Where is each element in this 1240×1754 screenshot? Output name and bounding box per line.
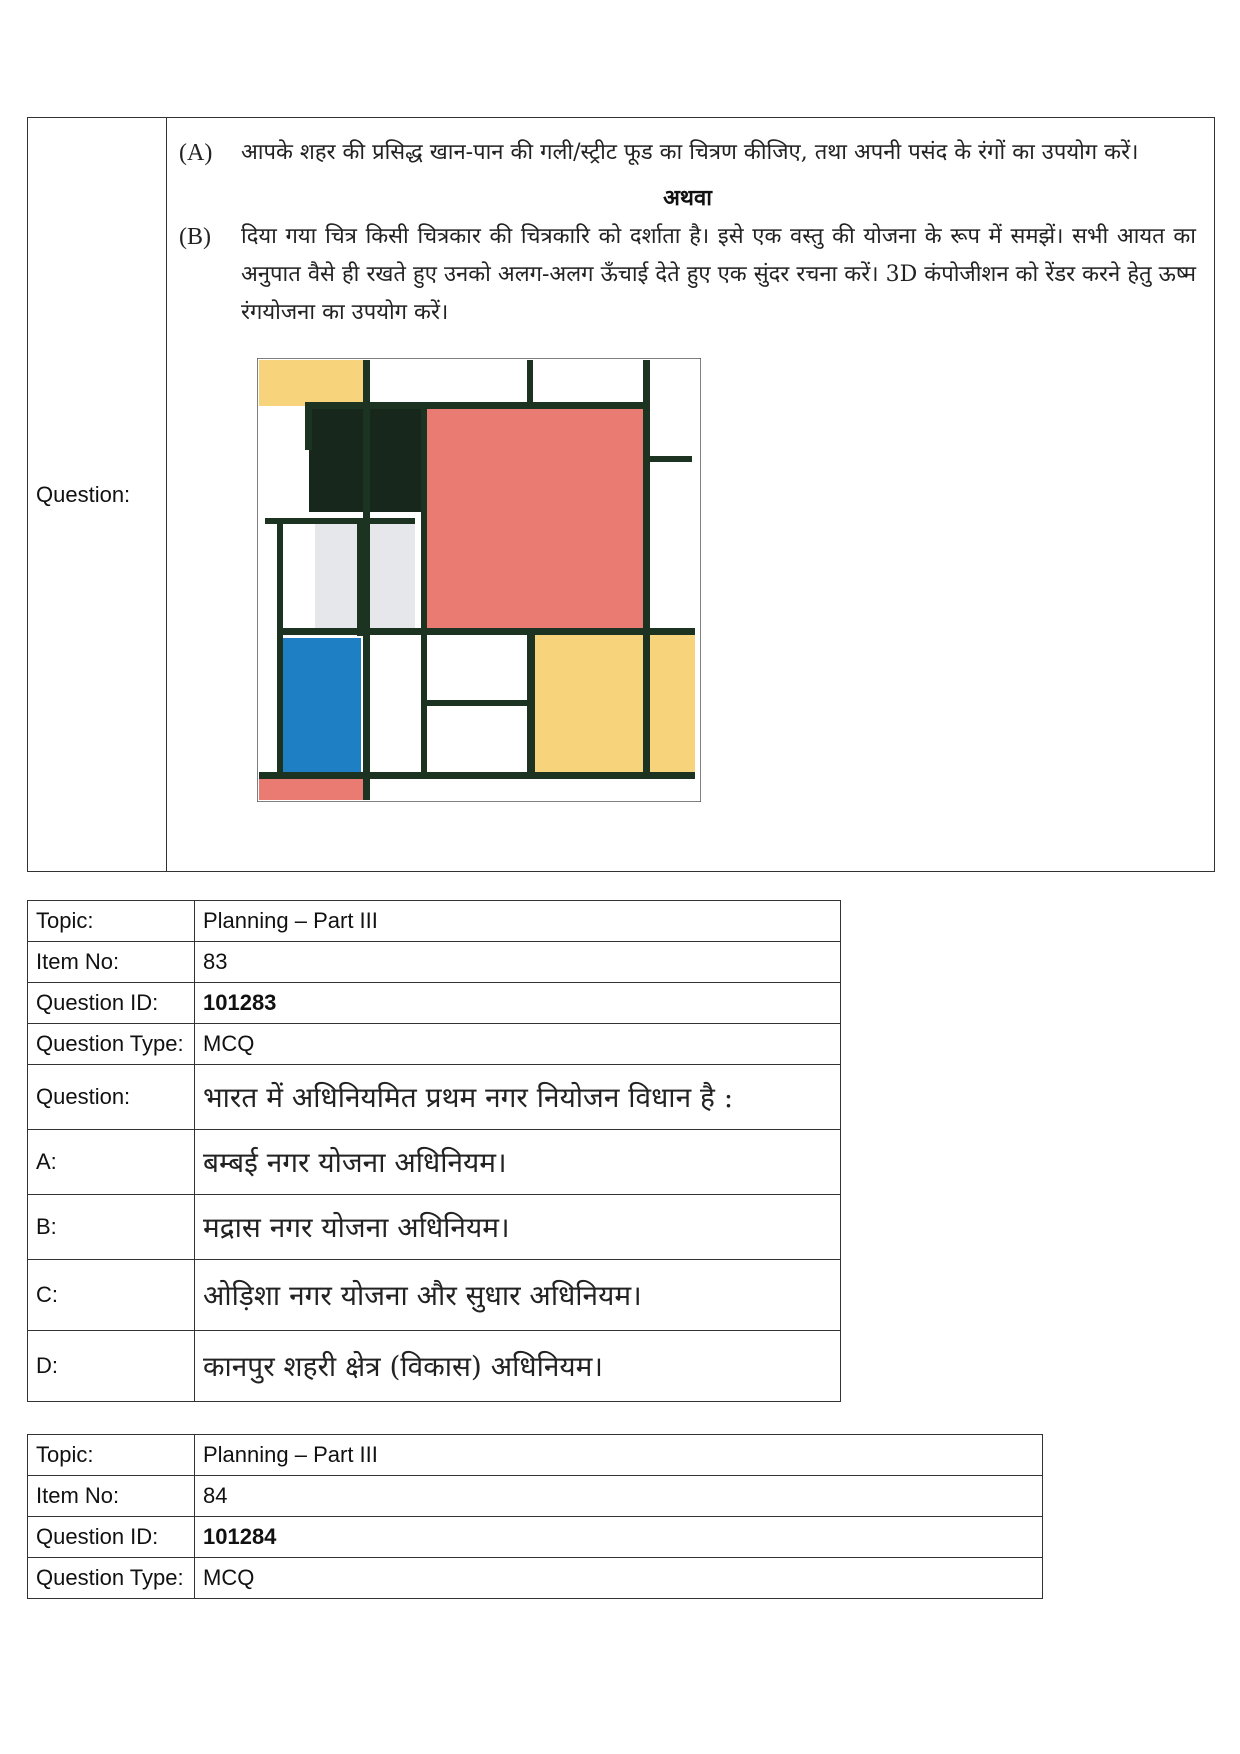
question-id-value: 101283	[195, 983, 841, 1024]
painting-line	[527, 635, 535, 776]
question-type-row	[28, 1024, 841, 1065]
item-no-value: 84	[195, 1476, 1043, 1517]
item-no-value: 83	[195, 942, 841, 983]
question-id-row	[28, 983, 841, 1024]
question-text: भारत में अधिनियमित प्रथम नगर नियोजन विधान है :	[195, 1065, 841, 1130]
question-id-value: 101284	[195, 1517, 1043, 1558]
option-b-text: दिया गया चित्र किसी चित्रकार की चित्रकारि को दर्शाता है। इसे एक वस्तु की योजना के रूप में समझें। सभी आयत का अनुपात वैसे ही रखते हुए उनको अलग-अलग ऊँचाई देते हुए एक सुंदर रचना करें। 3D कंपोजीशन को रेंडर करने हेतु ऊष्म रंगयोजना का उपयोग करें।	[241, 224, 1196, 325]
option-b-key: (B)	[179, 224, 211, 250]
question-table-84	[27, 1434, 1043, 1599]
option-a-label: A:	[28, 1130, 195, 1195]
question-content	[167, 118, 1215, 872]
or-separator: अथवा	[663, 185, 712, 211]
question-type-label: Question Type:	[28, 1558, 195, 1599]
option-b-text: मद्रास नगर योजना अधिनियम।	[195, 1195, 841, 1260]
question-type-value: MCQ	[195, 1558, 1043, 1599]
painting-line	[265, 518, 415, 524]
painting-line	[421, 402, 427, 776]
painting-gray-block-right	[369, 524, 415, 628]
question-table-83	[27, 900, 841, 1402]
option-d-label: D:	[28, 1331, 195, 1402]
painting-line	[277, 524, 283, 776]
painting-red-block	[425, 408, 643, 628]
topic-row	[28, 901, 841, 942]
painting-line	[650, 456, 692, 462]
mondrian-style-painting	[257, 358, 701, 802]
painting-line	[357, 524, 365, 636]
item-no-row	[28, 1476, 1043, 1517]
question-type-label: Question Type:	[28, 1024, 195, 1065]
painting-red-strip-bottom	[259, 778, 363, 800]
painting-blue-block	[281, 638, 361, 776]
option-row-d	[28, 1331, 841, 1402]
topic-value: Planning – Part III	[195, 1435, 1043, 1476]
option-row-a	[28, 1130, 841, 1195]
item-no-label: Item No:	[28, 942, 195, 983]
question-table-drawing	[27, 117, 1215, 872]
painting-line	[421, 700, 527, 706]
question-row	[28, 1065, 841, 1130]
option-row-c	[28, 1260, 841, 1331]
question-label: Question:	[28, 1065, 195, 1130]
painting-line	[305, 402, 312, 450]
painting-line	[305, 402, 650, 409]
option-c-label: C:	[28, 1260, 195, 1331]
question-id-label: Question ID:	[28, 983, 195, 1024]
option-a-text: आपके शहर की प्रसिद्ध खान-पान की गली/स्ट्रीट फूड का चित्रण कीजिए, तथा अपनी पसंद के रंगों का उपयोग करें।	[241, 140, 1139, 165]
question-label: Question:	[28, 118, 167, 872]
topic-row	[28, 1435, 1043, 1476]
option-a	[179, 134, 1196, 172]
topic-label: Topic:	[28, 901, 195, 942]
painting-yellow-top-left	[259, 360, 363, 406]
option-b	[179, 218, 1196, 332]
topic-label: Topic:	[28, 1435, 195, 1476]
question-type-value: MCQ	[195, 1024, 841, 1065]
option-a-key: (A)	[179, 140, 213, 166]
question-id-row	[28, 1517, 1043, 1558]
option-row-b	[28, 1195, 841, 1260]
painting-yellow-block-right	[535, 634, 695, 776]
painting-line	[527, 360, 533, 408]
topic-value: Planning – Part III	[195, 901, 841, 942]
painting-gray-block-left	[315, 524, 359, 628]
question-type-row	[28, 1558, 1043, 1599]
option-a-text: बम्बई नगर योजना अधिनियम।	[195, 1130, 841, 1195]
painting-line	[259, 772, 695, 779]
option-c-text: ओड़िशा नगर योजना और सुधार अधिनियम।	[195, 1260, 841, 1331]
painting-line	[643, 360, 650, 776]
item-no-row	[28, 942, 841, 983]
item-no-label: Item No:	[28, 1476, 195, 1517]
question-id-label: Question ID:	[28, 1517, 195, 1558]
option-b-label: B:	[28, 1195, 195, 1260]
painting-line	[277, 628, 695, 635]
option-d-text: कानपुर शहरी क्षेत्र (विकास) अधिनियम।	[195, 1331, 841, 1402]
